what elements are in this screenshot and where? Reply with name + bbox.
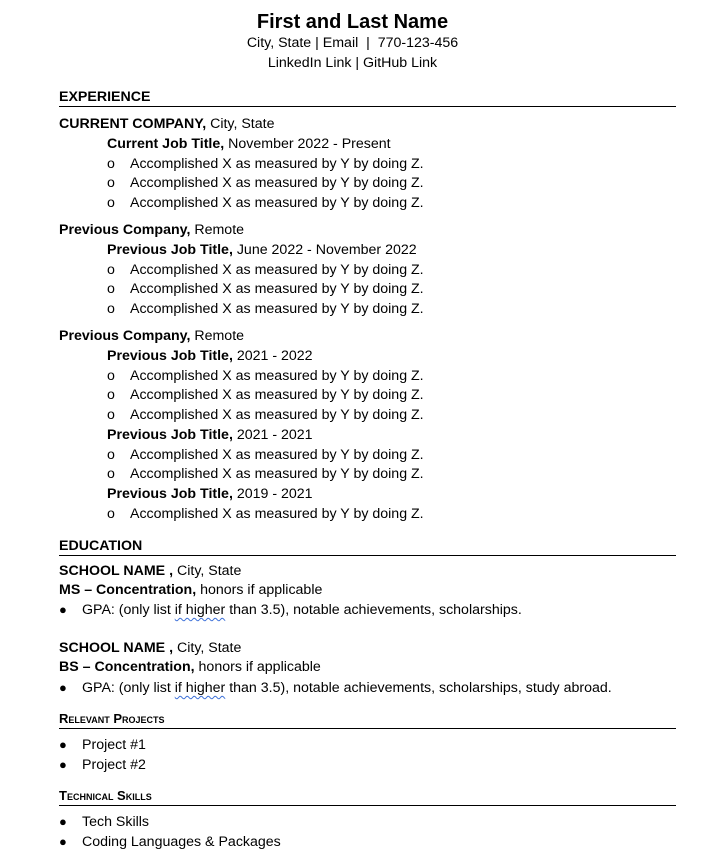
school-2	[59, 639, 241, 659]
bullet-marker: ●	[59, 814, 67, 829]
bullet-text: Accomplished X as measured by Y by doing Z.	[130, 195, 424, 211]
school-1-degree	[59, 581, 322, 601]
list-item	[59, 678, 612, 699]
job-5-dates: 2019 - 2021	[232, 486, 313, 502]
skills-heading: Technical Skills	[59, 787, 676, 806]
education-heading: EDUCATION	[59, 537, 676, 556]
job-5	[107, 485, 313, 505]
list-item	[107, 386, 424, 406]
job-2	[107, 241, 417, 261]
list-item	[59, 755, 146, 776]
bullet-marker: ●	[59, 737, 67, 752]
bullet-text: Accomplished X as measured by Y by doing Z.	[130, 281, 424, 297]
list-item	[59, 600, 522, 621]
resume-header	[0, 0, 705, 73]
job-1	[107, 135, 391, 155]
company-2	[59, 221, 244, 241]
list-item	[107, 367, 424, 387]
skill-item: Tech Skills	[82, 814, 150, 830]
bullet-text: Accomplished X as measured by Y by doing Z.	[130, 368, 424, 384]
job-4-dates: 2021 - 2021	[232, 427, 313, 443]
job-3-title: Previous Job Title,	[107, 348, 233, 364]
job-1-dates: November 2022 - Present	[224, 136, 391, 152]
spellcheck-flag: if higher	[174, 602, 226, 618]
spellcheck-flag: if higher	[174, 680, 226, 696]
company-3-name: Previous Company,	[59, 328, 191, 344]
bullet-marker: ●	[59, 757, 67, 772]
gpa-text-start: GPA: (only list	[82, 680, 175, 696]
job-3	[107, 347, 313, 367]
list-item	[107, 261, 424, 281]
bullet-marker: o	[107, 407, 115, 423]
bullet-marker: o	[107, 262, 115, 278]
bullet-marker: o	[107, 368, 115, 384]
contact-line-2: LinkedIn Link | GitHub Link	[267, 54, 438, 71]
school-2-location: City, State	[173, 640, 242, 656]
job-4	[107, 426, 313, 446]
job-2-title: Previous Job Title,	[107, 242, 233, 258]
list-item	[107, 406, 424, 426]
gpa-text-start: GPA: (only list	[82, 602, 175, 618]
company-1-location: City, State	[206, 116, 275, 132]
school-2-degree	[59, 658, 321, 678]
bullet-text: Accomplished X as measured by Y by doing Z.	[130, 506, 424, 522]
gpa-text-end: than 3.5), notable achievements, scholarships, study abroad.	[225, 680, 612, 696]
project-item: Project #1	[82, 737, 146, 753]
company-3	[59, 327, 244, 347]
list-item	[107, 446, 424, 466]
candidate-name: First and Last Name	[256, 11, 449, 33]
bullet-text: Accomplished X as measured by Y by doing Z.	[130, 156, 424, 172]
job-2-dates: June 2022 - November 2022	[232, 242, 417, 258]
bullet-text: Accomplished X as measured by Y by doing Z.	[130, 175, 424, 191]
list-item	[107, 505, 424, 525]
bullet-marker: o	[107, 195, 115, 211]
bullet-marker: o	[107, 301, 115, 317]
company-1	[59, 115, 274, 135]
job-5-title: Previous Job Title,	[107, 486, 233, 502]
skill-item: Coding Languages & Packages	[82, 834, 281, 850]
job-1-title: Current Job Title,	[107, 136, 225, 152]
contact-line-1: City, State | Email | 770-123-456	[246, 35, 459, 51]
bullet-text: Accomplished X as measured by Y by doing Z.	[130, 466, 424, 482]
bullet-marker: ●	[59, 602, 67, 617]
bullet-marker: o	[107, 156, 115, 172]
list-item	[59, 832, 281, 853]
list-item	[107, 155, 424, 175]
company-2-name: Previous Company,	[59, 222, 191, 238]
list-item	[59, 812, 149, 833]
bullet-marker: ●	[59, 680, 67, 695]
list-item	[107, 194, 424, 214]
bullet-marker: o	[107, 175, 115, 191]
school-1-degree-name: MS – Concentration,	[59, 582, 197, 598]
list-item	[107, 465, 424, 485]
list-item	[107, 280, 424, 300]
list-item	[107, 300, 424, 320]
school-1	[59, 562, 241, 582]
bullet-marker: o	[107, 387, 115, 403]
school-1-honors: honors if applicable	[196, 582, 323, 598]
bullet-text: Accomplished X as measured by Y by doing Z.	[130, 301, 424, 317]
job-3-dates: 2021 - 2022	[232, 348, 313, 364]
school-1-name: SCHOOL NAME ,	[59, 563, 174, 579]
bullet-text: Accomplished X as measured by Y by doing Z.	[130, 262, 424, 278]
bullet-marker: o	[107, 281, 115, 297]
bullet-text: Accomplished X as measured by Y by doing Z.	[130, 407, 424, 423]
list-item	[59, 735, 146, 756]
company-3-location: Remote	[190, 328, 245, 344]
projects-heading: Relevant Projects	[59, 710, 676, 729]
gpa-text-end: than 3.5), notable achievements, scholarships.	[225, 602, 522, 618]
school-2-degree-name: BS – Concentration,	[59, 659, 195, 675]
experience-heading: EXPERIENCE	[59, 88, 676, 107]
school-2-honors: honors if applicable	[194, 659, 321, 675]
bullet-text: Accomplished X as measured by Y by doing Z.	[130, 447, 424, 463]
bullet-marker: ●	[59, 834, 67, 849]
bullet-marker: o	[107, 506, 115, 522]
list-item	[107, 174, 424, 194]
company-1-name: CURRENT COMPANY,	[59, 116, 207, 132]
job-4-title: Previous Job Title,	[107, 427, 233, 443]
school-2-name: SCHOOL NAME ,	[59, 640, 174, 656]
company-2-location: Remote	[190, 222, 245, 238]
school-1-location: City, State	[173, 563, 242, 579]
project-item: Project #2	[82, 757, 146, 773]
bullet-marker: o	[107, 447, 115, 463]
bullet-marker: o	[107, 466, 115, 482]
bullet-text: Accomplished X as measured by Y by doing Z.	[130, 387, 424, 403]
